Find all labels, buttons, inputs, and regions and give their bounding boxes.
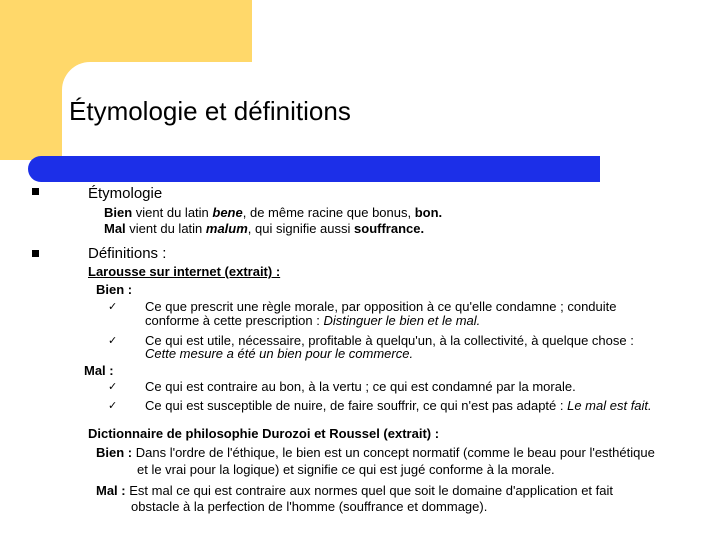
bullet-icon [32,188,39,195]
bien-word: bon. [414,205,443,220]
larousse-mal-item-2 [145,399,652,413]
checkmark-icon: ✓ [108,399,118,412]
bien-text2: , de même racine que bonus, [242,205,415,220]
larousse-bien-item-1-line2 [145,314,480,328]
decorative-blue-bar [28,156,600,182]
dictionary-source: Dictionnaire de philosophie Durozoi et Roussel (extrait) : [88,426,440,441]
etymology-mal-line [104,222,424,236]
dictionary-mal-label: Mal : [96,483,126,498]
larousse-bien-label: Bien : [96,282,133,297]
checkmark-icon: ✓ [108,334,118,347]
dictionary-mal-line2: obstacle à la perfection de l'homme (souffrance et dommage). [131,499,488,514]
mal-word: souffrance. [354,221,425,236]
dictionary-bien-line2: et le vrai pour la logique) et signifie ce qui est jugé conforme à la morale. [137,462,555,477]
bien-term: Bien [104,205,133,220]
example-prefix: conforme à cette prescription : [145,313,324,328]
dictionary-bien-line1 [96,446,655,460]
mal-latin: malum [205,221,248,236]
slide-title: Étymologie et définitions [69,96,351,126]
example-text: Cette mesure a été un bien pour le commerce. [145,346,414,361]
mal-text1: vient du latin [125,221,206,236]
checkmark-icon: ✓ [108,380,118,393]
definitions-heading: Définitions : [88,245,167,262]
checkmark-icon: ✓ [108,300,118,313]
mal-text2: , qui signifie aussi [247,221,355,236]
dictionary-bien-label: Bien : [96,445,133,460]
item-text: Ce qui est susceptible de nuire, de faire souffrir, ce qui n'est pas adapté : [145,398,568,413]
bullet-icon [32,250,39,257]
larousse-bien-item-2-line1: Ce qui est utile, nécessaire, profitable à quelqu'un, à la collectivité, à quelque chose : [145,333,634,348]
dictionary-bien-text: Dans l'ordre de l'éthique, le bien est un concept normatif (comme le beau pour l'esthétique [132,445,655,460]
larousse-bien-item-1-line1: Ce que prescrit une règle morale, par opposition à ce qu'elle condamne ; conduite [145,299,617,314]
larousse-mal-item-1: Ce qui est contraire au bon, à la vertu ; ce qui est condamné par la morale. [145,379,576,394]
etymology-bien-line [104,206,442,220]
larousse-bien-item-2-line2 [145,347,413,361]
dictionary-mal-line1 [96,484,613,498]
etymology-heading: Étymologie [88,185,163,202]
bien-text1: vient du latin [132,205,213,220]
bien-latin: bene [212,205,243,220]
example-text: Distinguer le bien et le mal. [323,313,481,328]
mal-term: Mal [104,221,126,236]
larousse-source: Larousse sur internet (extrait) : [88,264,281,279]
larousse-mal-label: Mal : [84,363,114,378]
example-text: Le mal est fait. [567,398,652,413]
dictionary-mal-text: Est mal ce qui est contraire aux normes quel que soit le domaine d'application et fait [125,483,613,498]
